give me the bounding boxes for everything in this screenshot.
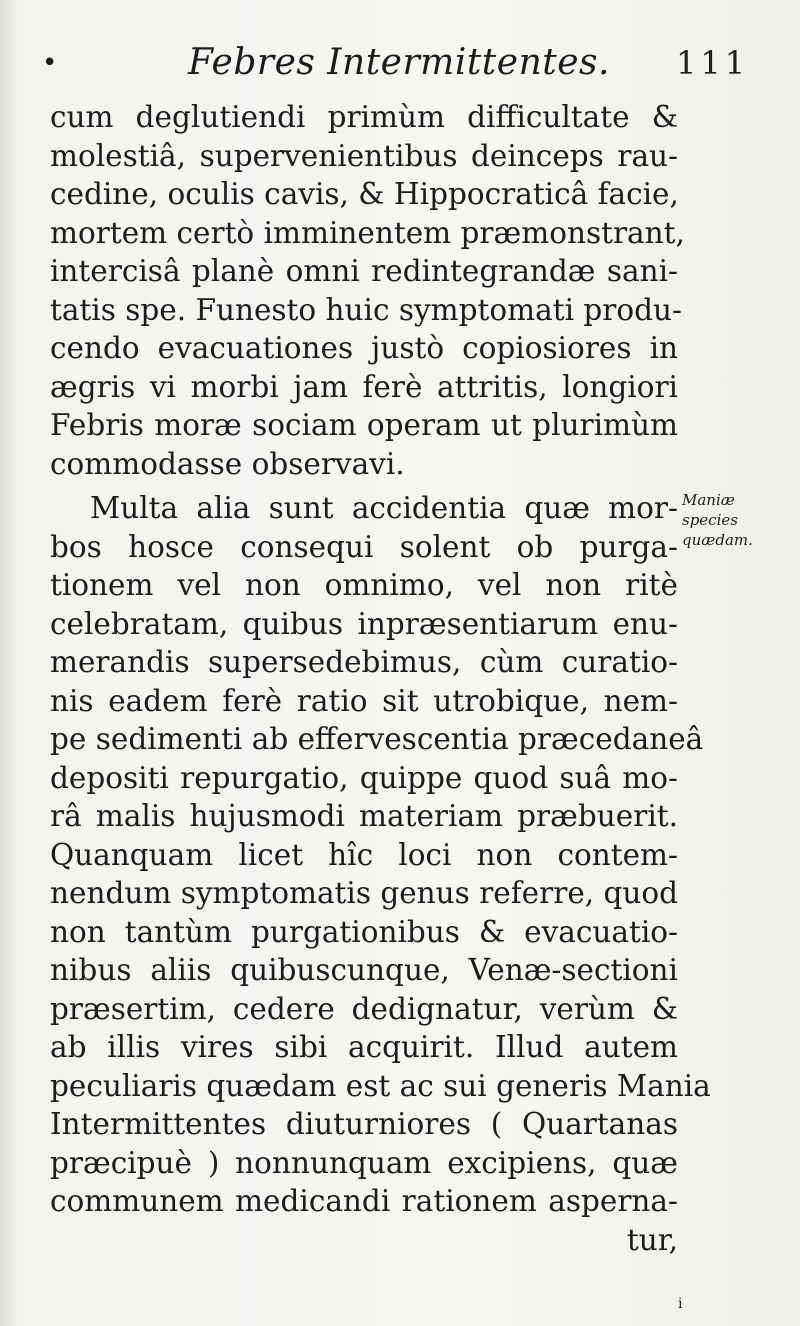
- catchword: tur,: [626, 1222, 678, 1257]
- text-line: celebratam, quibus inpræsentiarum enu-: [50, 606, 678, 641]
- text-line: cedine, oculis cavis, & Hippocraticâ facie,: [50, 177, 679, 211]
- text-line: ab illis vires sibi acquirit. Illud autem: [50, 1030, 678, 1064]
- text-line: Quanquam licet hîc loci non contem-: [50, 837, 678, 872]
- text-line: molestiâ, supervenientibus deinceps rau-: [50, 138, 678, 173]
- margin-note-line: Maniæ: [682, 491, 735, 509]
- text-line: mortem certò imminentem præmonstrant,: [50, 215, 685, 250]
- text-line: nis eadem ferè ratio sit utrobique, nem-: [50, 683, 678, 718]
- text-line: Multa alia sunt accidentia quæ mor-: [90, 491, 678, 525]
- signature-mark: i: [678, 1296, 683, 1312]
- header-dot: •: [42, 48, 58, 78]
- text-line: cendo evacuationes justò copiosiores in: [50, 331, 678, 365]
- text-line: merandis supersedebimus, cùm curatio-: [50, 645, 678, 679]
- text-line: præsertim, cedere dedignatur, verùm &: [50, 991, 678, 1026]
- text-line: Febris moræ sociam operam ut plurimùm: [50, 408, 678, 442]
- margin-note-line: species: [682, 511, 738, 529]
- text-line: peculiaris quædam est ac sui generis Mania: [50, 1068, 711, 1103]
- text-line: commodasse observavi.: [50, 446, 405, 481]
- text-line: râ malis hujusmodi materiam præbuerit.: [50, 799, 678, 833]
- margin-note: [682, 490, 792, 550]
- running-head: [0, 40, 800, 90]
- running-title: Febres Intermittentes.: [188, 42, 610, 83]
- page-number: 111: [676, 44, 750, 82]
- text-line: nendum symptomatis genus referre, quod: [50, 876, 679, 910]
- text-line: non tantùm purgationibus & evacuatio-: [50, 914, 678, 949]
- text-line: tatis spe. Funesto huic symptomati produ-: [50, 292, 682, 327]
- text-line: ægris vi morbi jam ferè attritis, longiori: [50, 369, 678, 404]
- text-line: communem medicandi rationem asperna-: [50, 1184, 678, 1218]
- text-line: intercisâ planè omni redintegrandæ sani-: [50, 254, 678, 288]
- text-line: pe sedimenti ab effervescentia præcedaneâ: [50, 722, 704, 756]
- text-line: præcipuè ) nonnunquam excipiens, quæ: [50, 1145, 678, 1180]
- margin-note-line: quædam.: [682, 531, 753, 549]
- text-line: depositi repurgatio, quippe quod suâ mo-: [50, 760, 678, 795]
- text-line: cum deglutiendi primùm difficultate &: [50, 100, 678, 134]
- text-line: Intermittentes diuturniores ( Quartanas: [50, 1107, 678, 1141]
- text-line: nibus aliis quibuscunque, Venæ-sectioni: [50, 953, 678, 987]
- text-line: tionem vel non omnimo, vel non ritè: [50, 568, 678, 602]
- text-line: bos hosce consequi solent ob purga-: [50, 529, 678, 564]
- paragraph-1: [50, 98, 685, 483]
